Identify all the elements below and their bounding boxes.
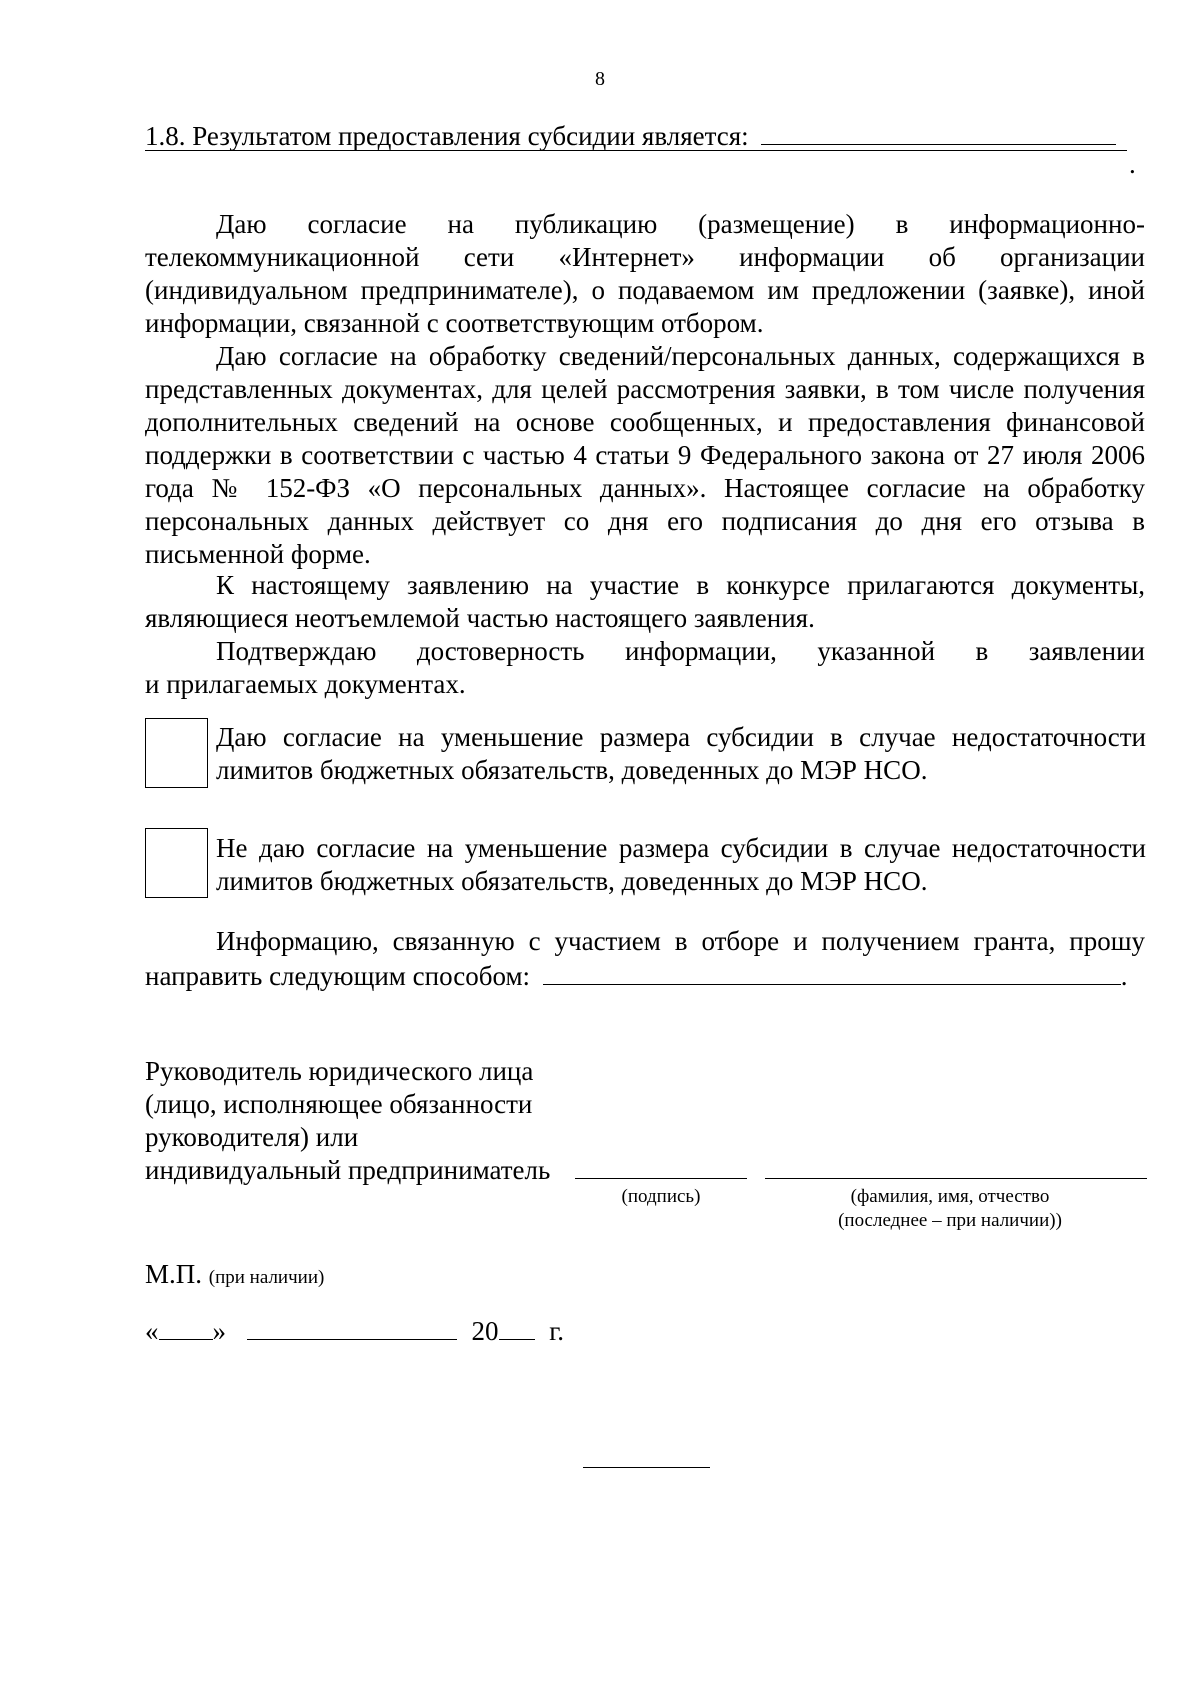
result-line	[145, 118, 1145, 153]
date-close-quote: »	[212, 1316, 226, 1346]
word: публикацию	[514, 209, 658, 239]
word: заявлении	[1028, 636, 1145, 666]
full-name-caption-2: (последнее – при наличии))	[838, 1210, 1062, 1231]
full-name-caption-1: (фамилия, имя, отчество	[850, 1186, 1050, 1207]
full-name-fill-line[interactable]	[765, 1178, 1147, 1179]
disagree-checkbox[interactable]	[145, 828, 208, 898]
paragraph-personal-data-consent: Даю согласие на обработку сведений/персональных данных, содержащихся в представленных документах, для целей рассмотрения заявки, в том числе получения дополнительных сведений на основе сообщенных, и предоставления финансовой поддержки в соответствии с частью 4 статьи 9 Федерального закона от 27 июля 2006 года № 152-ФЗ «О персональных данных». Настоящее согласие на обработку персональных данных действует со дня его подписания до дня его отзыва в письменной форме.	[145, 341, 1145, 569]
paragraph-attached-documents: К настоящему заявлению на участие в конкурсе прилагаются документы, являющиеся неотъемлемой частью настоящего заявления.	[145, 570, 1145, 633]
word: в	[975, 636, 989, 666]
date-open-quote: «	[145, 1316, 159, 1346]
word: указанной	[817, 636, 936, 666]
paragraph-first-line	[145, 208, 1145, 241]
delivery-end-period: .	[1120, 961, 1128, 991]
signature-line-1: Руководитель юридического лица	[145, 1056, 534, 1086]
delivery-line-1: Информацию, связанную с участием в отборе и получением гранта, прошу	[216, 926, 1145, 956]
word: Подтверждаю	[216, 636, 377, 666]
month-fill-line[interactable]	[247, 1313, 457, 1340]
year-prefix: 20	[471, 1316, 499, 1346]
stamp-note: (при наличии)	[208, 1267, 325, 1288]
signature-caption: (подпись)	[621, 1186, 701, 1207]
disagree-option-text: Не даю согласие на уменьшение размера субсидии в случае недостаточности лимитов бюджетных обязательств, доведенных до МЭР НСО.	[216, 833, 1146, 896]
day-fill-line[interactable]	[159, 1313, 213, 1340]
word: согласие	[307, 209, 407, 239]
delivery-label: направить следующим способом:	[145, 961, 531, 991]
result-end-period: .	[1129, 149, 1136, 179]
stamp-line	[145, 1258, 1145, 1294]
word: достоверность	[416, 636, 585, 666]
year-fill-line[interactable]	[499, 1313, 535, 1340]
signature-line-4: индивидуальный предприниматель	[145, 1155, 551, 1185]
year-suffix: г.	[549, 1316, 565, 1346]
paragraph-publication-consent	[145, 208, 1145, 340]
date-line	[145, 1313, 1145, 1348]
word: (размещение)	[698, 209, 855, 239]
result-label: 1.8. Результатом предоставления субсидии является:	[145, 121, 749, 151]
delivery-method	[145, 925, 1145, 993]
result-fill-line-2[interactable]	[145, 150, 1127, 151]
paragraph-rest: и прилагаемых документах.	[145, 669, 466, 699]
signature-block	[145, 1055, 745, 1187]
agree-checkbox[interactable]	[145, 718, 208, 788]
signature-line-3: руководителя) или	[145, 1122, 359, 1152]
signature-line-2: (лицо, исполняющее обязанности	[145, 1089, 533, 1119]
word: в	[895, 209, 909, 239]
agree-option-text: Даю согласие на уменьшение размера субсидии в случае недостаточности лимитов бюджетных обязательств, доведенных до МЭР НСО.	[216, 722, 1146, 785]
paragraph-first-line	[145, 635, 1145, 668]
delivery-fill-line[interactable]	[543, 958, 1121, 985]
word: информации,	[624, 636, 777, 666]
end-divider	[583, 1467, 710, 1468]
signature-fill-line[interactable]	[575, 1178, 747, 1179]
result-fill-line[interactable]	[761, 118, 1116, 145]
word: Даю	[216, 209, 267, 239]
paragraph-rest: телекоммуникационной сети «Интернет» информации об организации (индивидуальном предпринимателе), о подаваемом им предложении (заявке), иной информации, связанной с соответствующим отбором.	[145, 242, 1145, 338]
page-number: 8	[595, 68, 605, 90]
paragraph-confirmation	[145, 635, 1145, 701]
stamp-label: М.П.	[145, 1259, 203, 1289]
word: на	[447, 209, 474, 239]
word: информационно-	[949, 209, 1145, 239]
delivery-line-2	[145, 958, 1145, 993]
